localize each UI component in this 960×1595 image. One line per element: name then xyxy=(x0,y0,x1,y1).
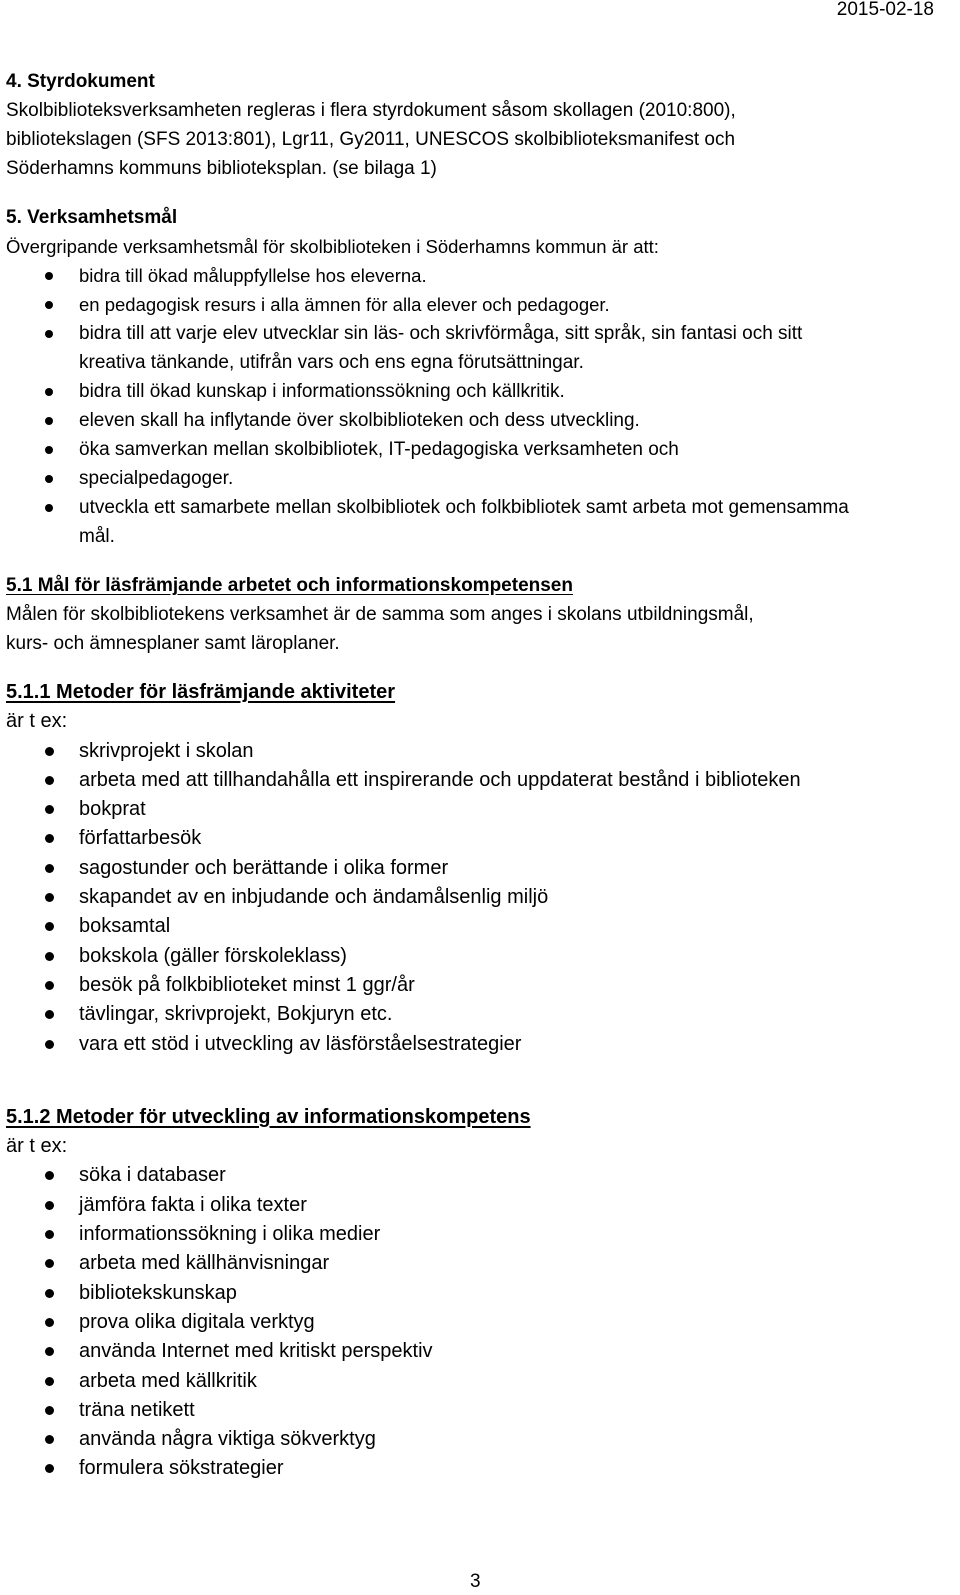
section-4-line-3: Söderhamns kommuns biblioteksplan. (se bilaga 1) xyxy=(6,158,437,179)
list-item: prova olika digitala verktyg xyxy=(6,1308,952,1337)
list-item-line: bidra till att varje elev utvecklar sin läs- och skrivförmåga, sitt språk, sin fantasi och sitt xyxy=(79,323,803,344)
list-item: bokskola (gäller förskoleklass) xyxy=(6,942,952,971)
list-item: bidra till ökad kunskap i informationssökning och källkritik. xyxy=(6,377,952,406)
section-5-intro: Övergripande verksamhetsmål för skolbiblioteken i Söderhamns kommun är att: xyxy=(6,236,659,257)
spacer xyxy=(6,658,952,678)
section-5-1-1-intro: är t ex: xyxy=(6,710,68,733)
header-date: 2015-02-18 xyxy=(836,0,934,20)
list-item: författarbesök xyxy=(6,824,952,853)
spacer xyxy=(6,183,952,203)
section-5-1-line-1: Målen för skolbibliotekens verksamhet är de samma som anges i skolans utbildningsmål, xyxy=(6,604,754,625)
section-5-1-1-list xyxy=(6,737,952,1059)
spacer xyxy=(6,1059,952,1103)
document-body xyxy=(6,67,952,1484)
section-5-1-1-heading: 5.1.1 Metoder för läsfrämjande aktiviteter xyxy=(6,681,396,703)
section-5-1-1 xyxy=(6,678,952,1059)
list-item: formulera sökstrategier xyxy=(6,1454,952,1483)
section-4-heading: 4. Styrdokument xyxy=(6,71,155,92)
list-item xyxy=(6,493,952,551)
section-5-1-heading: 5.1 Mål för läsfrämjande arbetet och informationskompetensen xyxy=(6,575,573,596)
section-5-1-2 xyxy=(6,1103,952,1484)
list-item: boksamtal xyxy=(6,912,952,941)
list-item: skrivprojekt i skolan xyxy=(6,737,952,766)
list-item: tävlingar, skrivprojekt, Bokjuryn etc. xyxy=(6,1000,952,1029)
list-item: vara ett stöd i utveckling av läsförståelsestrategier xyxy=(6,1030,952,1059)
list-item: använda Internet med kritiskt perspektiv xyxy=(6,1337,952,1366)
list-item: arbeta med att tillhandahålla ett inspirerande och uppdaterat bestånd i biblioteken xyxy=(6,766,952,795)
list-item: besök på folkbiblioteket minst 1 ggr/år xyxy=(6,971,952,1000)
list-item xyxy=(6,319,952,377)
list-item: söka i databaser xyxy=(6,1161,952,1190)
list-item: bidra till ökad måluppfyllelse hos eleverna. xyxy=(6,261,952,290)
list-item: arbeta med källkritik xyxy=(6,1367,952,1396)
section-5-1-2-list xyxy=(6,1161,952,1483)
list-item-line: mål. xyxy=(79,526,115,547)
section-5-goal-list xyxy=(6,261,952,551)
list-item: öka samverkan mellan skolbibliotek, IT-pedagogiska verksamheten och xyxy=(6,435,952,464)
list-item: skapandet av en inbjudande och ändamålsenlig miljö xyxy=(6,883,952,912)
list-item-line: kreativa tänkande, utifrån vars och ens egna förutsättningar. xyxy=(79,352,584,373)
list-item: jämföra fakta i olika texter xyxy=(6,1191,952,1220)
list-item: sagostunder och berättande i olika former xyxy=(6,854,952,883)
list-item: bibliotekskunskap xyxy=(6,1279,952,1308)
list-item: eleven skall ha inflytande över skolbiblioteken och dess utveckling. xyxy=(6,406,952,435)
spacer xyxy=(6,551,952,571)
list-item-line: utveckla ett samarbete mellan skolbibliotek och folkbibliotek samt arbeta mot gemensamma xyxy=(79,497,849,518)
section-5-1-line-2: kurs- och ämnesplaner samt läroplaner. xyxy=(6,633,340,654)
section-5-1-2-intro: är t ex: xyxy=(6,1135,68,1158)
list-item: använda några viktiga sökverktyg xyxy=(6,1425,952,1454)
section-4-line-1: Skolbiblioteksverksamheten regleras i flera styrdokument såsom skollagen (2010:800), xyxy=(6,100,736,121)
page-number: 3 xyxy=(470,1571,481,1592)
section-4-line-2: bibliotekslagen (SFS 2013:801), Lgr11, Gy2011, UNESCOS skolbiblioteksmanifest och xyxy=(6,129,736,150)
list-item: arbeta med källhänvisningar xyxy=(6,1249,952,1278)
list-item: träna netikett xyxy=(6,1396,952,1425)
list-item: specialpedagoger. xyxy=(6,464,952,493)
section-5-heading: 5. Verksamhetsmål xyxy=(6,207,178,228)
section-5-1-2-heading: 5.1.2 Metoder för utveckling av informationskompetens xyxy=(6,1105,531,1128)
list-item: informationssökning i olika medier xyxy=(6,1220,952,1249)
list-item: bokprat xyxy=(6,795,952,824)
list-item: en pedagogisk resurs i alla ämnen för alla elever och pedagoger. xyxy=(6,290,952,319)
